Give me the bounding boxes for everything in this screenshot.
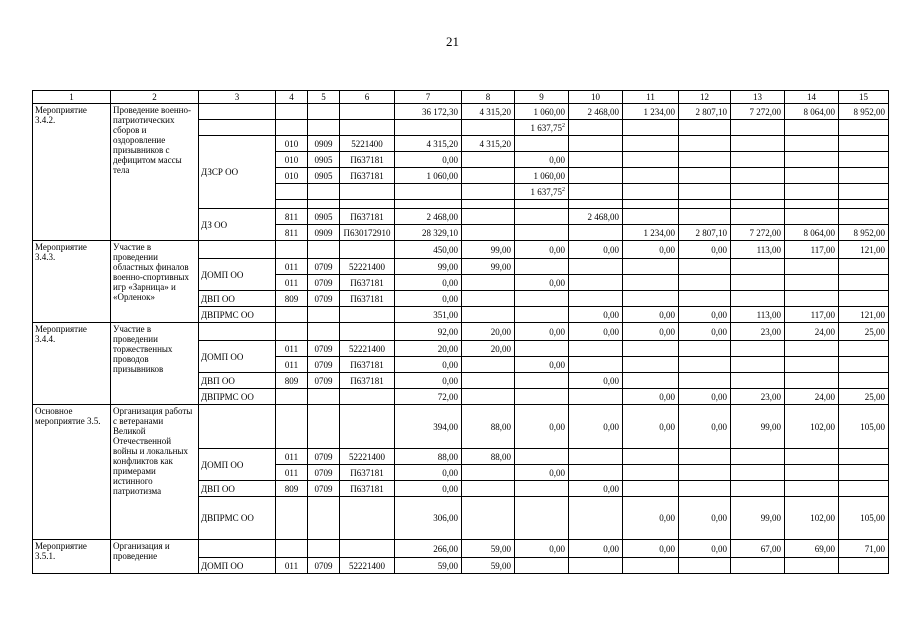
measure-description: Организация и проведение xyxy=(111,540,199,574)
code-cell: 811 xyxy=(276,225,308,241)
value-cell: 1 060,00 xyxy=(515,104,569,120)
value-cell: 113,00 xyxy=(731,307,785,323)
value-cell: 113,00 xyxy=(731,241,785,259)
value-cell: 72,00 xyxy=(395,389,462,405)
value-cell: 88,00 xyxy=(462,405,515,449)
value-cell: 1 234,00 xyxy=(623,225,679,241)
code-cell: 0909 xyxy=(308,225,340,241)
column-header: 15 xyxy=(839,91,889,104)
organization-cell: ДОМП ОО xyxy=(199,341,276,373)
value-cell: 0,00 xyxy=(395,481,462,497)
value-cell: 4 315,20 xyxy=(462,104,515,120)
code-cell: П637181 xyxy=(340,357,395,373)
value-cell: 0,00 xyxy=(679,307,731,323)
header-row xyxy=(33,91,889,104)
column-header: 10 xyxy=(569,91,623,104)
code-cell: 010 xyxy=(276,152,308,168)
code-cell: 0709 xyxy=(308,275,340,291)
measure-description: Участие в проведении областных финалов военно-спортивных игр «Зарница» и «Орленок» xyxy=(111,241,199,323)
code-cell: 0709 xyxy=(308,558,340,574)
code-cell: 010 xyxy=(276,168,308,184)
value-cell: 0,00 xyxy=(679,241,731,259)
code-cell: 809 xyxy=(276,291,308,307)
budget-table xyxy=(32,90,889,574)
value-cell: 0,00 xyxy=(515,323,569,341)
code-cell: 52221400 xyxy=(340,558,395,574)
value-cell: 306,00 xyxy=(395,497,462,540)
code-cell: 0905 xyxy=(308,152,340,168)
value-cell: 102,00 xyxy=(785,497,839,540)
code-cell: 0905 xyxy=(308,168,340,184)
value-cell: 1 637,75$^2$ xyxy=(515,120,569,136)
value-cell: 1 637,75$^2$ xyxy=(515,184,569,200)
value-cell: 59,00 xyxy=(462,540,515,558)
value-cell: 24,00 xyxy=(785,389,839,405)
value-cell: 71,00 xyxy=(839,540,889,558)
value-cell: 105,00 xyxy=(839,405,889,449)
code-cell: П637181 xyxy=(340,291,395,307)
code-cell: 011 xyxy=(276,449,308,465)
value-cell: 0,00 xyxy=(395,357,462,373)
table-row xyxy=(33,405,889,449)
table-row xyxy=(33,104,889,120)
value-cell: 8 952,00 xyxy=(839,104,889,120)
organization-cell: ДЗСР ОО xyxy=(199,136,276,209)
value-cell: 0,00 xyxy=(395,465,462,481)
code-cell: 011 xyxy=(276,259,308,275)
value-cell: 20,00 xyxy=(462,323,515,341)
value-cell: 8 952,00 xyxy=(839,225,889,241)
value-cell: 0,00 xyxy=(515,152,569,168)
code-cell: 0709 xyxy=(308,357,340,373)
value-cell: 25,00 xyxy=(839,389,889,405)
value-cell: 121,00 xyxy=(839,241,889,259)
value-cell: 2 468,00 xyxy=(569,209,623,225)
value-cell: 351,00 xyxy=(395,307,462,323)
code-cell: П637181 xyxy=(340,465,395,481)
code-cell: 0709 xyxy=(308,291,340,307)
value-cell: 7 272,00 xyxy=(731,104,785,120)
value-cell: 102,00 xyxy=(785,405,839,449)
value-cell: 0,00 xyxy=(679,389,731,405)
value-cell: 20,00 xyxy=(395,341,462,357)
code-cell: 811 xyxy=(276,209,308,225)
value-cell: 0,00 xyxy=(623,497,679,540)
value-cell: 59,00 xyxy=(395,558,462,574)
value-cell: 99,00 xyxy=(731,497,785,540)
value-cell: 4 315,20 xyxy=(395,136,462,152)
code-cell: 809 xyxy=(276,481,308,497)
value-cell: 117,00 xyxy=(785,241,839,259)
column-header: 3 xyxy=(199,91,276,104)
value-cell: 92,00 xyxy=(395,323,462,341)
organization-cell: ДВП ОО xyxy=(199,291,276,307)
value-cell: 88,00 xyxy=(462,449,515,465)
code-cell: П637181 xyxy=(340,168,395,184)
value-cell: 0,00 xyxy=(679,323,731,341)
value-cell: 24,00 xyxy=(785,323,839,341)
value-cell: 0,00 xyxy=(623,307,679,323)
value-cell: 20,00 xyxy=(462,341,515,357)
value-cell: 0,00 xyxy=(623,389,679,405)
value-cell: 67,00 xyxy=(731,540,785,558)
value-cell: 1 234,00 xyxy=(623,104,679,120)
code-cell: П637181 xyxy=(340,152,395,168)
column-header: 12 xyxy=(679,91,731,104)
organization-cell: ДВП ОО xyxy=(199,373,276,389)
organization-cell: ДВП ОО xyxy=(199,481,276,497)
organization-cell: ДОМП ОО xyxy=(199,259,276,291)
value-cell: 0,00 xyxy=(515,241,569,259)
value-cell: 88,00 xyxy=(395,449,462,465)
value-cell: 1 060,00 xyxy=(515,168,569,184)
value-cell: 0,00 xyxy=(679,540,731,558)
column-header: 14 xyxy=(785,91,839,104)
value-cell: 99,00 xyxy=(395,259,462,275)
measure-description: Проведение военно-патриотических сборов и оздоровление призывников с дефицитом массы тела xyxy=(111,104,199,241)
code-cell: 5221400 xyxy=(340,136,395,152)
measure-name: Мероприятие 3.4.2. xyxy=(33,104,111,241)
value-cell: 0,00 xyxy=(515,540,569,558)
code-cell: 010 xyxy=(276,136,308,152)
value-cell: 0,00 xyxy=(395,152,462,168)
code-cell: П637181 xyxy=(340,275,395,291)
value-cell: 4 315,20 xyxy=(462,136,515,152)
code-cell: 011 xyxy=(276,357,308,373)
code-cell: 809 xyxy=(276,373,308,389)
column-header: 11 xyxy=(623,91,679,104)
value-cell: 0,00 xyxy=(515,405,569,449)
table-row xyxy=(33,323,889,341)
value-cell: 2 807,10 xyxy=(679,225,731,241)
value-cell: 7 272,00 xyxy=(731,225,785,241)
organization-cell: ДВПРМС ОО xyxy=(199,307,276,323)
value-cell: 0,00 xyxy=(569,405,623,449)
value-cell: 8 064,00 xyxy=(785,225,839,241)
value-cell: 2 468,00 xyxy=(395,209,462,225)
measure-name: Основное мероприятие 3.5. xyxy=(33,405,111,540)
value-cell: 36 172,30 xyxy=(395,104,462,120)
measure-description: Участие в проведении торжественных проводов призывников xyxy=(111,323,199,405)
value-cell: 0,00 xyxy=(679,405,731,449)
code-cell: 011 xyxy=(276,558,308,574)
column-header: 9 xyxy=(515,91,569,104)
value-cell: 23,00 xyxy=(731,389,785,405)
value-cell: 2 807,10 xyxy=(679,104,731,120)
value-cell: 8 064,00 xyxy=(785,104,839,120)
measure-description: Организация работы с ветеранами Великой Отечественной войны и локальных конфликтов как примерами истинного патриотизма xyxy=(111,405,199,540)
value-cell: 0,00 xyxy=(395,275,462,291)
value-cell: 23,00 xyxy=(731,323,785,341)
table-row xyxy=(33,241,889,259)
value-cell: 99,00 xyxy=(462,259,515,275)
value-cell: 0,00 xyxy=(569,307,623,323)
value-cell: 69,00 xyxy=(785,540,839,558)
column-header: 6 xyxy=(340,91,395,104)
code-cell: 0709 xyxy=(308,373,340,389)
column-header: 8 xyxy=(462,91,515,104)
code-cell: 0905 xyxy=(308,209,340,225)
value-cell: 0,00 xyxy=(569,540,623,558)
code-cell: 52221400 xyxy=(340,259,395,275)
value-cell: 450,00 xyxy=(395,241,462,259)
code-cell: П637181 xyxy=(340,209,395,225)
measure-name: Мероприятие 3.5.1. xyxy=(33,540,111,574)
value-cell: 394,00 xyxy=(395,405,462,449)
code-cell: 52221400 xyxy=(340,449,395,465)
value-cell: 59,00 xyxy=(462,558,515,574)
column-header: 2 xyxy=(111,91,199,104)
organization-cell: ДОМП ОО xyxy=(199,558,276,574)
value-cell: 0,00 xyxy=(395,373,462,389)
code-cell: П637181 xyxy=(340,373,395,389)
value-cell: 0,00 xyxy=(395,291,462,307)
code-cell: 0709 xyxy=(308,259,340,275)
value-cell: 0,00 xyxy=(515,357,569,373)
code-cell: 0709 xyxy=(308,481,340,497)
organization-cell: ДВПРМС ОО xyxy=(199,497,276,540)
measure-name: Мероприятие 3.4.3. xyxy=(33,241,111,323)
value-cell: 99,00 xyxy=(462,241,515,259)
table-row xyxy=(33,540,889,558)
column-header: 7 xyxy=(395,91,462,104)
column-header: 13 xyxy=(731,91,785,104)
value-cell: 105,00 xyxy=(839,497,889,540)
page-number: 21 xyxy=(446,34,459,49)
value-cell: 0,00 xyxy=(623,241,679,259)
value-cell: 0,00 xyxy=(569,241,623,259)
code-cell: 011 xyxy=(276,465,308,481)
code-cell: 0709 xyxy=(308,449,340,465)
value-cell: 0,00 xyxy=(623,405,679,449)
value-cell: 0,00 xyxy=(623,323,679,341)
value-cell: 117,00 xyxy=(785,307,839,323)
value-cell: 28 329,10 xyxy=(395,225,462,241)
value-cell: 0,00 xyxy=(569,373,623,389)
value-cell: 99,00 xyxy=(731,405,785,449)
value-cell: 2 468,00 xyxy=(569,104,623,120)
value-cell: 0,00 xyxy=(679,497,731,540)
code-cell: 0709 xyxy=(308,465,340,481)
code-cell: 0909 xyxy=(308,136,340,152)
column-header: 1 xyxy=(33,91,111,104)
column-header: 5 xyxy=(308,91,340,104)
value-cell: 0,00 xyxy=(569,481,623,497)
code-cell: 0709 xyxy=(308,341,340,357)
value-cell: 25,00 xyxy=(839,323,889,341)
value-cell: 0,00 xyxy=(623,540,679,558)
value-cell: 0,00 xyxy=(515,465,569,481)
measure-name: Мероприятие 3.4.4. xyxy=(33,323,111,405)
value-cell: 0,00 xyxy=(515,275,569,291)
organization-cell: ДВПРМС ОО xyxy=(199,389,276,405)
code-cell: П630172910 xyxy=(340,225,395,241)
code-cell: 011 xyxy=(276,275,308,291)
column-header: 4 xyxy=(276,91,308,104)
value-cell: 1 060,00 xyxy=(395,168,462,184)
value-cell: 121,00 xyxy=(839,307,889,323)
value-cell: 266,00 xyxy=(395,540,462,558)
code-cell: 011 xyxy=(276,341,308,357)
value-cell: 0,00 xyxy=(569,323,623,341)
organization-cell: ДЗ ОО xyxy=(199,209,276,241)
organization-cell: ДОМП ОО xyxy=(199,449,276,481)
code-cell: П637181 xyxy=(340,481,395,497)
code-cell: 52221400 xyxy=(340,341,395,357)
